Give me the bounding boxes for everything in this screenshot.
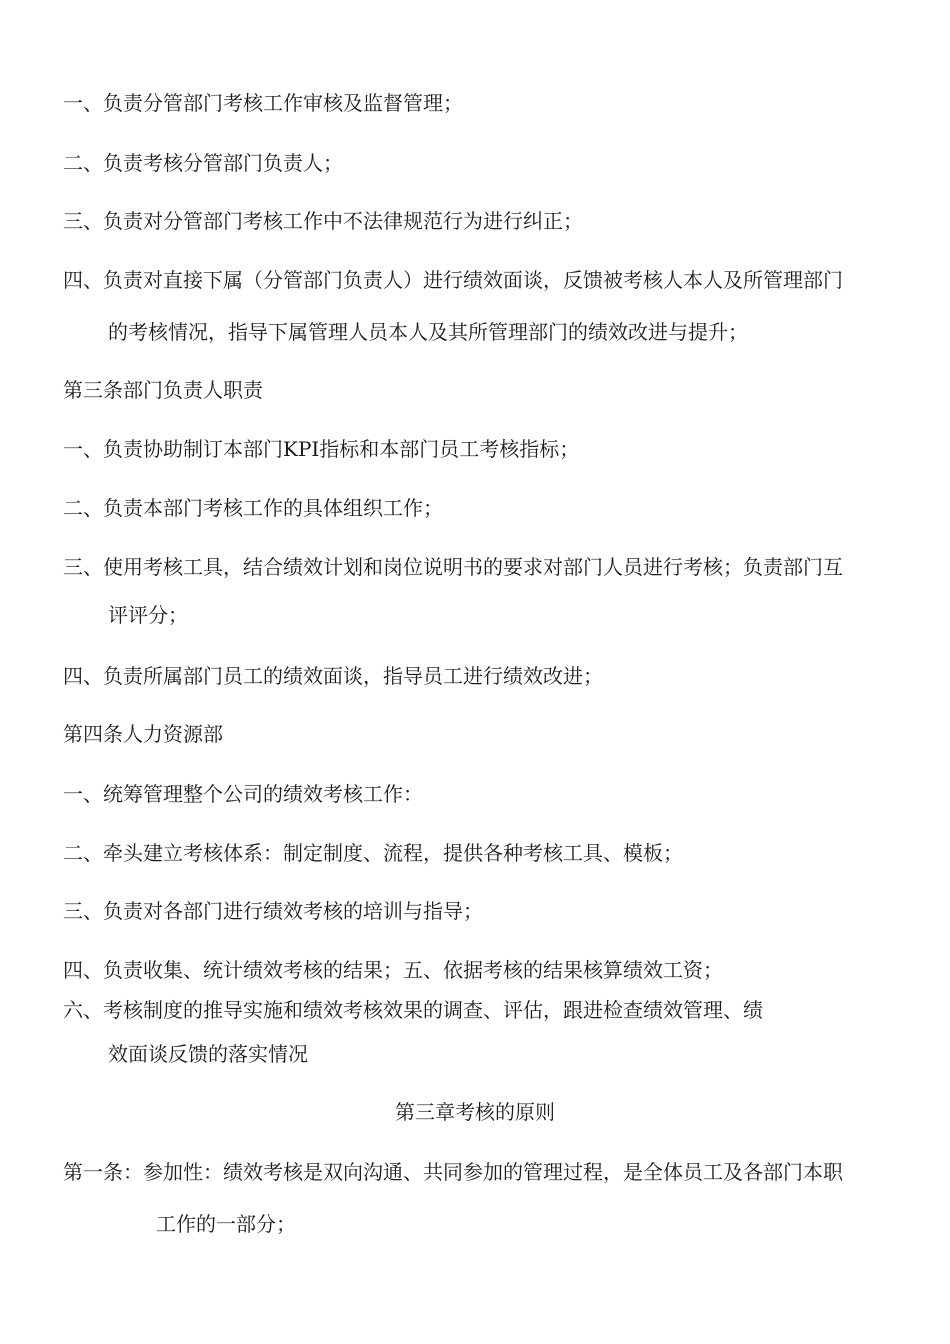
text-line: 二、负责本部门考核工作的具体组织工作；	[63, 496, 443, 520]
text-line-continuation: 效面谈反馈的落实情况	[108, 1042, 308, 1066]
text-line: 三、负责对各部门进行绩效考核的培训与指导；	[63, 899, 483, 923]
text-line: 一、统筹管理整个公司的绩效考核工作：	[63, 782, 423, 806]
text-line: 一、负责分管部门考核工作审核及监督管理；	[63, 91, 463, 115]
text-line: 第一条：参加性：绩效考核是双向沟通、共同参加的管理过程，是全体员工及各部门本职	[63, 1160, 843, 1184]
section-heading: 第四条人力资源部	[63, 722, 223, 746]
text-line-continuation: 评评分；	[108, 603, 188, 627]
text-line-continuation: 的考核情况，指导下属管理人员本人及其所管理部门的绩效改进与提升；	[108, 320, 748, 344]
text-line: 四、负责所属部门员工的绩效面谈，指导员工进行绩效改进；	[63, 664, 603, 688]
text-line: 六、考核制度的推导实施和绩效考核效果的调查、评估，跟进检查绩效管理、绩	[63, 998, 763, 1022]
text-line: 二、牵头建立考核体系：制定制度、流程，提供各种考核工具、模板；	[63, 841, 683, 865]
text-line-continuation: 工作的一部分；	[156, 1212, 296, 1236]
text-line: 一、负责协助制订本部门KPI指标和本部门员工考核指标；	[63, 437, 580, 461]
text-line: 四、负责收集、统计绩效考核的结果；五、依据考核的结果核算绩效工资；	[63, 958, 723, 982]
chapter-title: 第三章考核的原则	[395, 1100, 555, 1124]
text-line: 二、负责考核分管部门负责人；	[63, 151, 343, 175]
section-heading: 第三条部门负责人职责	[63, 378, 263, 402]
text-line: 三、使用考核工具，结合绩效计划和岗位说明书的要求对部门人员进行考核；负责部门互	[63, 555, 843, 579]
text-line: 三、负责对分管部门考核工作中不法律规范行为进行纠正；	[63, 209, 583, 233]
text-line: 四、负责对直接下属（分管部门负责人）进行绩效面谈，反馈被考核人本人及所管理部门	[63, 268, 843, 292]
